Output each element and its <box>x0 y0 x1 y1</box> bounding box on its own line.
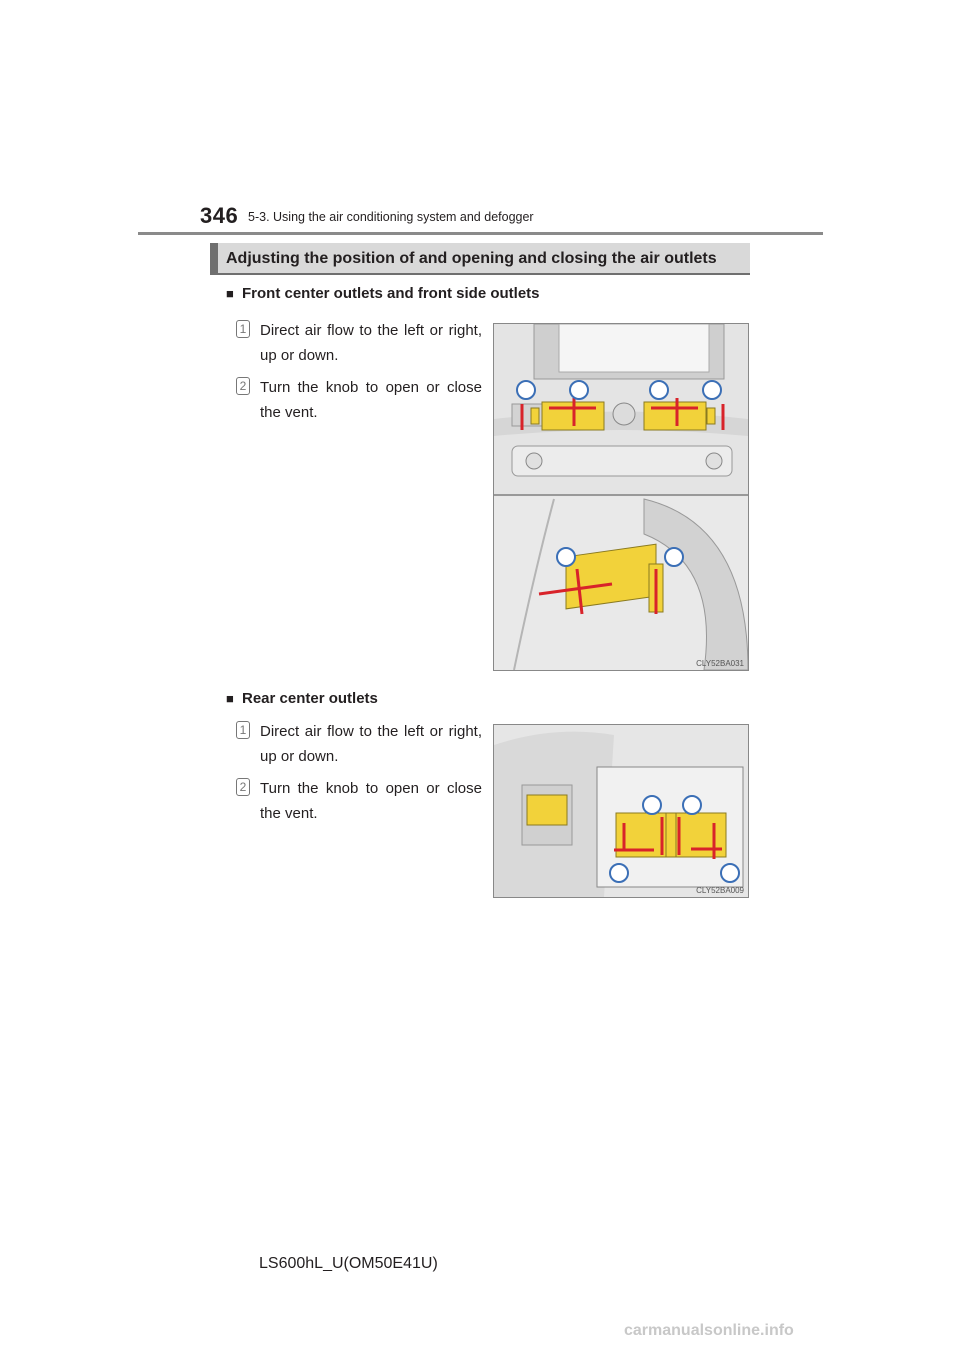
section-heading: Adjusting the position of and opening and closing the air outlets <box>210 243 750 275</box>
subsection-title-front <box>226 285 540 302</box>
front-outlets-illustration <box>494 324 748 670</box>
square-bullet-icon: ■ <box>226 691 234 706</box>
square-bullet-icon: ■ <box>226 286 234 301</box>
section-path: 5-3. Using the air conditioning system and defogger <box>248 210 534 224</box>
page-number: 346 <box>200 203 239 228</box>
rear-outlets-illustration <box>494 725 748 897</box>
header-rule <box>138 232 823 235</box>
subsection-title-rear-text: Rear center outlets <box>242 690 378 707</box>
step-text: Direct air flow to the left or right, up or down. <box>260 322 482 364</box>
rear-step-1 <box>236 719 482 769</box>
subsection-title-rear <box>226 690 378 707</box>
step-number-badge: 1 <box>236 721 250 739</box>
step-number-badge: 2 <box>236 778 250 796</box>
footer-doc-id: LS600hL_U(OM50E41U) <box>259 1255 438 1272</box>
step-number-badge: 1 <box>236 320 250 338</box>
rear-outlets-figure <box>493 724 749 898</box>
front-outlets-figure <box>493 323 749 671</box>
figure-code: CLY52BA009 <box>696 886 744 895</box>
step-text: Turn the knob to open or close the vent. <box>260 379 482 421</box>
step-number-badge: 2 <box>236 377 250 395</box>
step-text: Turn the knob to open or close the vent. <box>260 780 482 822</box>
subsection-title-front-text: Front center outlets and front side outlets <box>242 285 540 302</box>
rear-step-2 <box>236 776 482 826</box>
watermark: carmanualsonline.info <box>624 1322 794 1339</box>
step-text: Direct air flow to the left or right, up or down. <box>260 723 482 765</box>
figure-code: CLY52BA031 <box>696 659 744 668</box>
front-step-2 <box>236 375 482 425</box>
front-step-1 <box>236 318 482 368</box>
